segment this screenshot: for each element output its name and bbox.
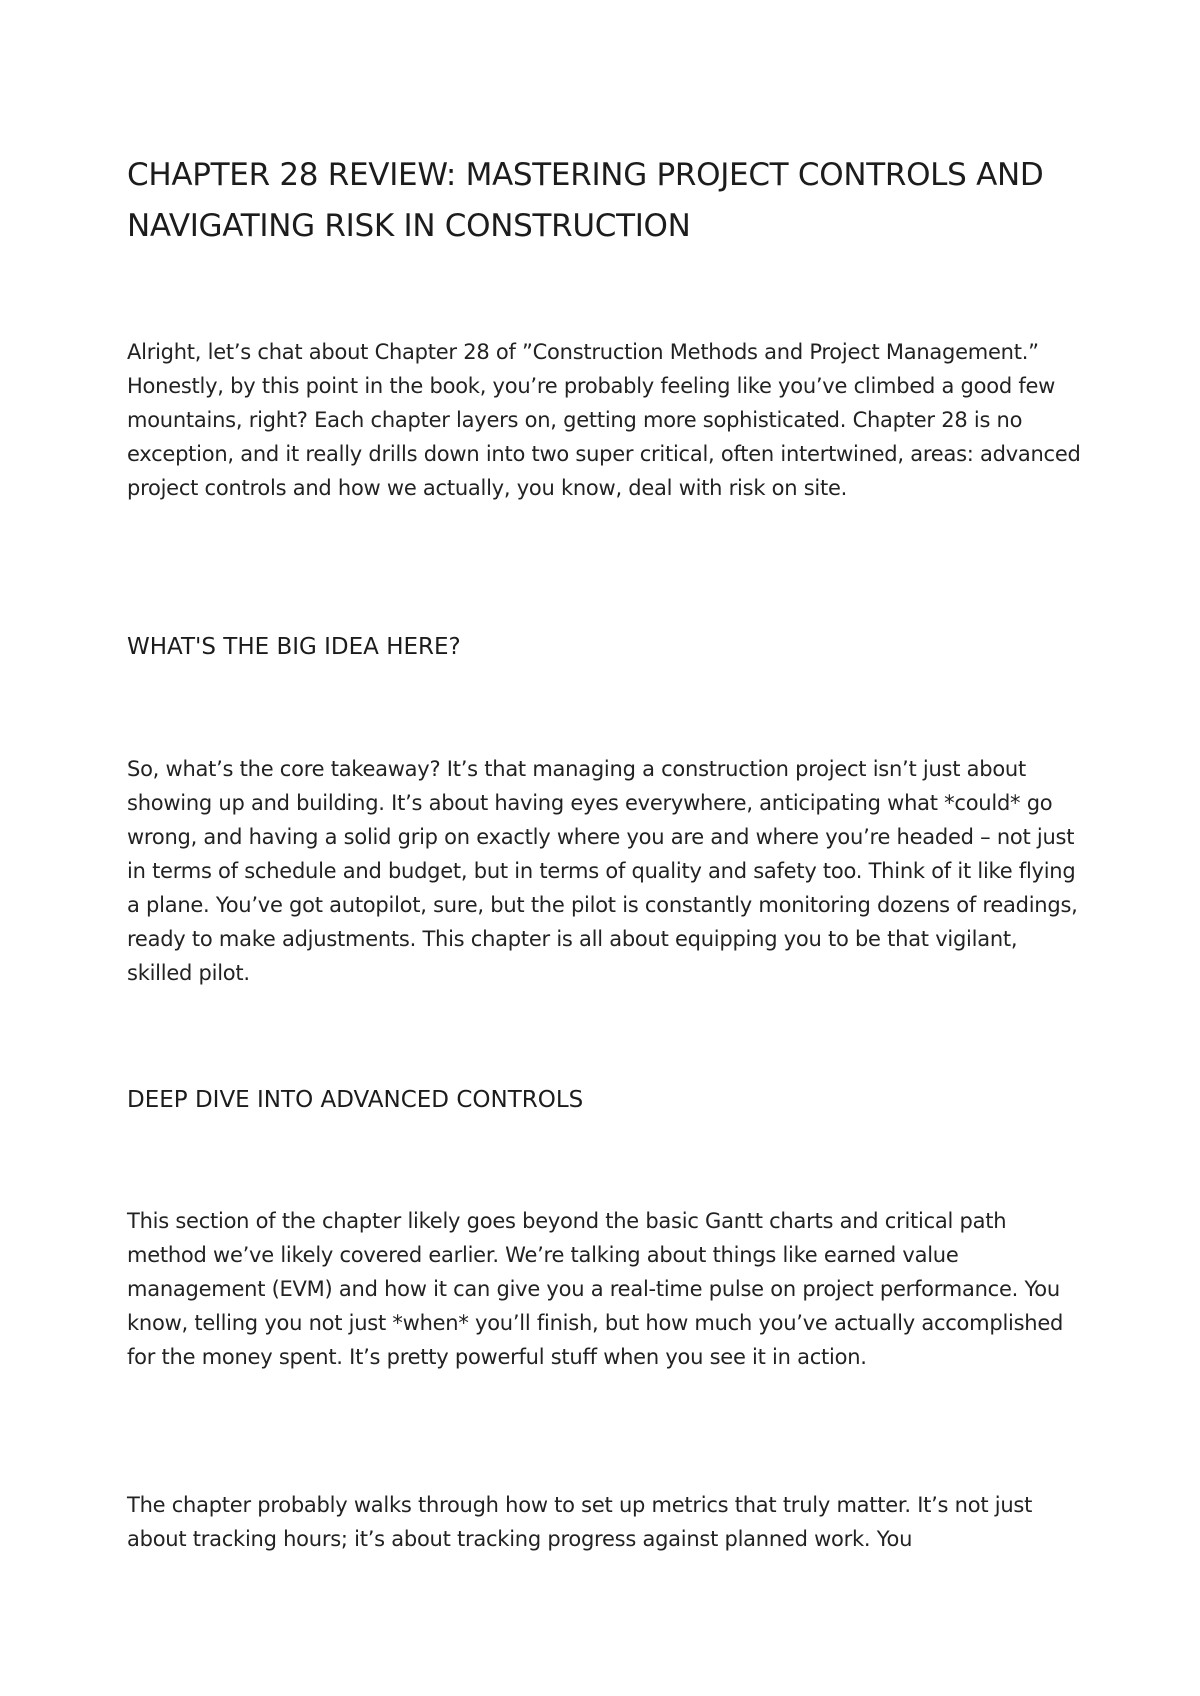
- big-idea-paragraph: So, what’s the core takeaway? It’s that managing a construction project isn’t just about showing up and building. It’s about having eyes everywhere, anticipating what *could* go wrong, and having a solid grip on exactly where you are and where you’re headed – not just in terms of schedule and budget, but in terms of quality and safety too. Think of it like flying a plane. You’ve got autopilot, sure, but the pilot is constantly monitoring dozens of readings, ready to make adjustments. This chapter is all about equipping you to be that vigilant, skilled pilot.: [127, 757, 1078, 985]
- section-heading-advanced-controls: DEEP DIVE INTO ADVANCED CONTROLS: [127, 1087, 584, 1113]
- document-title: CHAPTER 28 REVIEW: MASTERING PROJECT CONTROLS AND NAVIGATING RISK IN CONSTRUCTION: [127, 157, 1044, 244]
- section-heading-big-idea: WHAT'S THE BIG IDEA HERE?: [127, 634, 461, 660]
- advanced-controls-paragraph: This section of the chapter likely goes beyond the basic Gantt charts and critical path method we’ve likely covered earlier. We’re talking about things like earned value management (EVM) and how it can give you a real-time pulse on project performance. You know, telling you not just *when* you’ll finish, but how much you’ve actually accomplished for the money spent. It’s pretty powerful stuff when you see it in action.: [127, 1209, 1064, 1369]
- intro-paragraph: Alright, let’s chat about Chapter 28 of ”Construction Methods and Project Management.” Honestly, by this point in the book, you’re probably feeling like you’ve climbed a good few mountains, right? Each chapter layers on, getting more sophisticated. Chapter 28 is no exception, and it really drills down into two super critical, often intertwined, areas: advanced project controls and how we actually, you know, deal with risk on site.: [127, 340, 1081, 500]
- metrics-paragraph: The chapter probably walks through how to set up metrics that truly matter. It’s not just about tracking hours; it’s about tracking progress against planned work. You: [127, 1493, 1033, 1551]
